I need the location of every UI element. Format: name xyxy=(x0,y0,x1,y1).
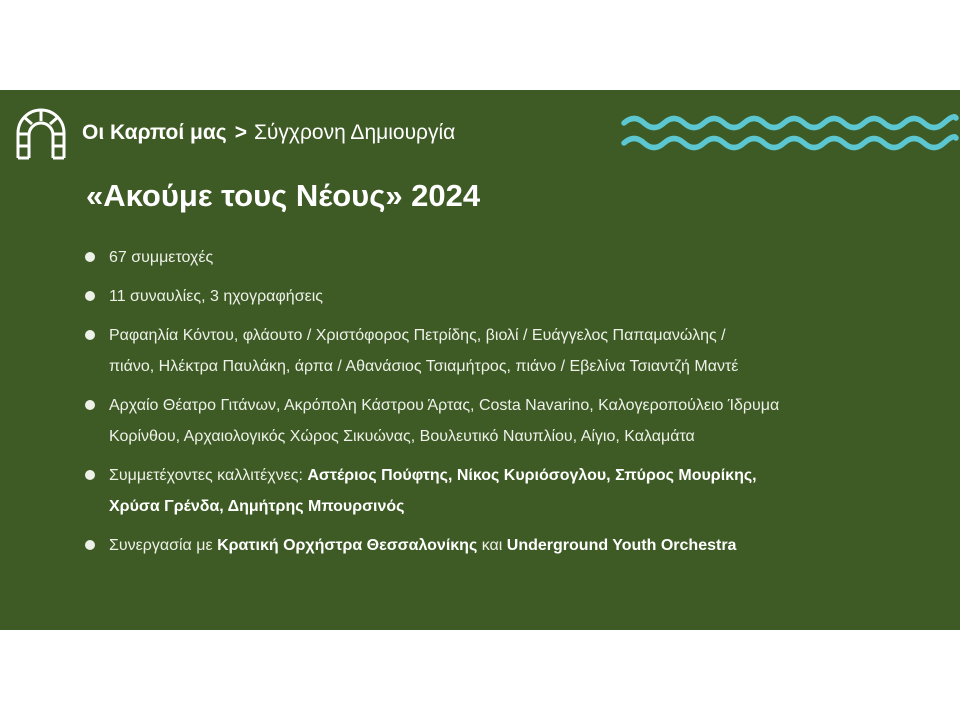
breadcrumb-separator: > xyxy=(234,121,247,144)
bullet-text: και xyxy=(481,537,503,554)
orchestra-name: Underground Youth Orchestra xyxy=(506,537,737,554)
bullet-text: Κορίνθου, Αρχαιολογικός Χώρος Σικυώνας, Βουλευτικό Ναυπλίου, Αίγιο, Καλαμάτα xyxy=(109,428,695,445)
bullet-icon xyxy=(85,470,95,480)
bullet-text: Ραφαηλία Κόντου, φλάουτο / Χριστόφορος Πετρίδης, βιολί / Ευάγγελος Παπαμανώλης / xyxy=(109,327,726,344)
bullet-text: 11 συναυλίες, 3 ηχογραφήσεις xyxy=(109,288,323,305)
slide-title: «Ακούμε τους Νέους» 2024 xyxy=(86,178,481,213)
list-item xyxy=(84,242,914,273)
breadcrumb-subsection: Σύγχρονη Δημιουργία xyxy=(253,121,456,144)
list-item xyxy=(84,530,914,561)
bullet-list xyxy=(84,242,914,569)
bullet-text: πιάνο, Ηλέκτρα Παυλάκη, άρπα / Αθανάσιος Τσιαμήτρος, πιάνο / Εβελίνα Τσιαντζή Μαντέ xyxy=(109,358,739,375)
bullet-icon xyxy=(85,252,95,262)
bullet-text: Συνεργασία με xyxy=(109,537,213,554)
artist-names: Χρύσα Γρένδα, Δημήτρης Μπουρσινός xyxy=(109,498,405,515)
bullet-icon xyxy=(85,540,95,550)
bullet-text: Συμμετέχοντες καλλιτέχνες: xyxy=(109,467,303,484)
list-item xyxy=(84,390,914,452)
bullet-icon xyxy=(85,400,95,410)
slide xyxy=(0,90,960,630)
breadcrumb xyxy=(82,119,455,147)
bullet-text: Αρχαίο Θέατρο Γιτάνων, Ακρόπολη Κάστρου Άρτας, Costa Navarino, Καλογεροπούλειο Ίδρυμα xyxy=(109,397,780,414)
orchestra-name: Κρατική Ορχήστρα Θεσσαλονίκης xyxy=(217,537,478,554)
arch-icon xyxy=(15,108,67,160)
bullet-icon xyxy=(85,291,95,301)
bullet-icon xyxy=(85,330,95,340)
list-item xyxy=(84,320,914,382)
list-item xyxy=(84,460,914,522)
bullet-text: 67 συμμετοχές xyxy=(109,249,214,266)
list-item xyxy=(84,281,914,312)
artist-names: Αστέριος Πούφτης, Νίκος Κυριόσογλου, Σπύρος Μουρίκης, xyxy=(307,467,757,484)
breadcrumb-section: Οι Καρποί μας xyxy=(82,121,227,144)
waves-icon xyxy=(621,112,959,154)
